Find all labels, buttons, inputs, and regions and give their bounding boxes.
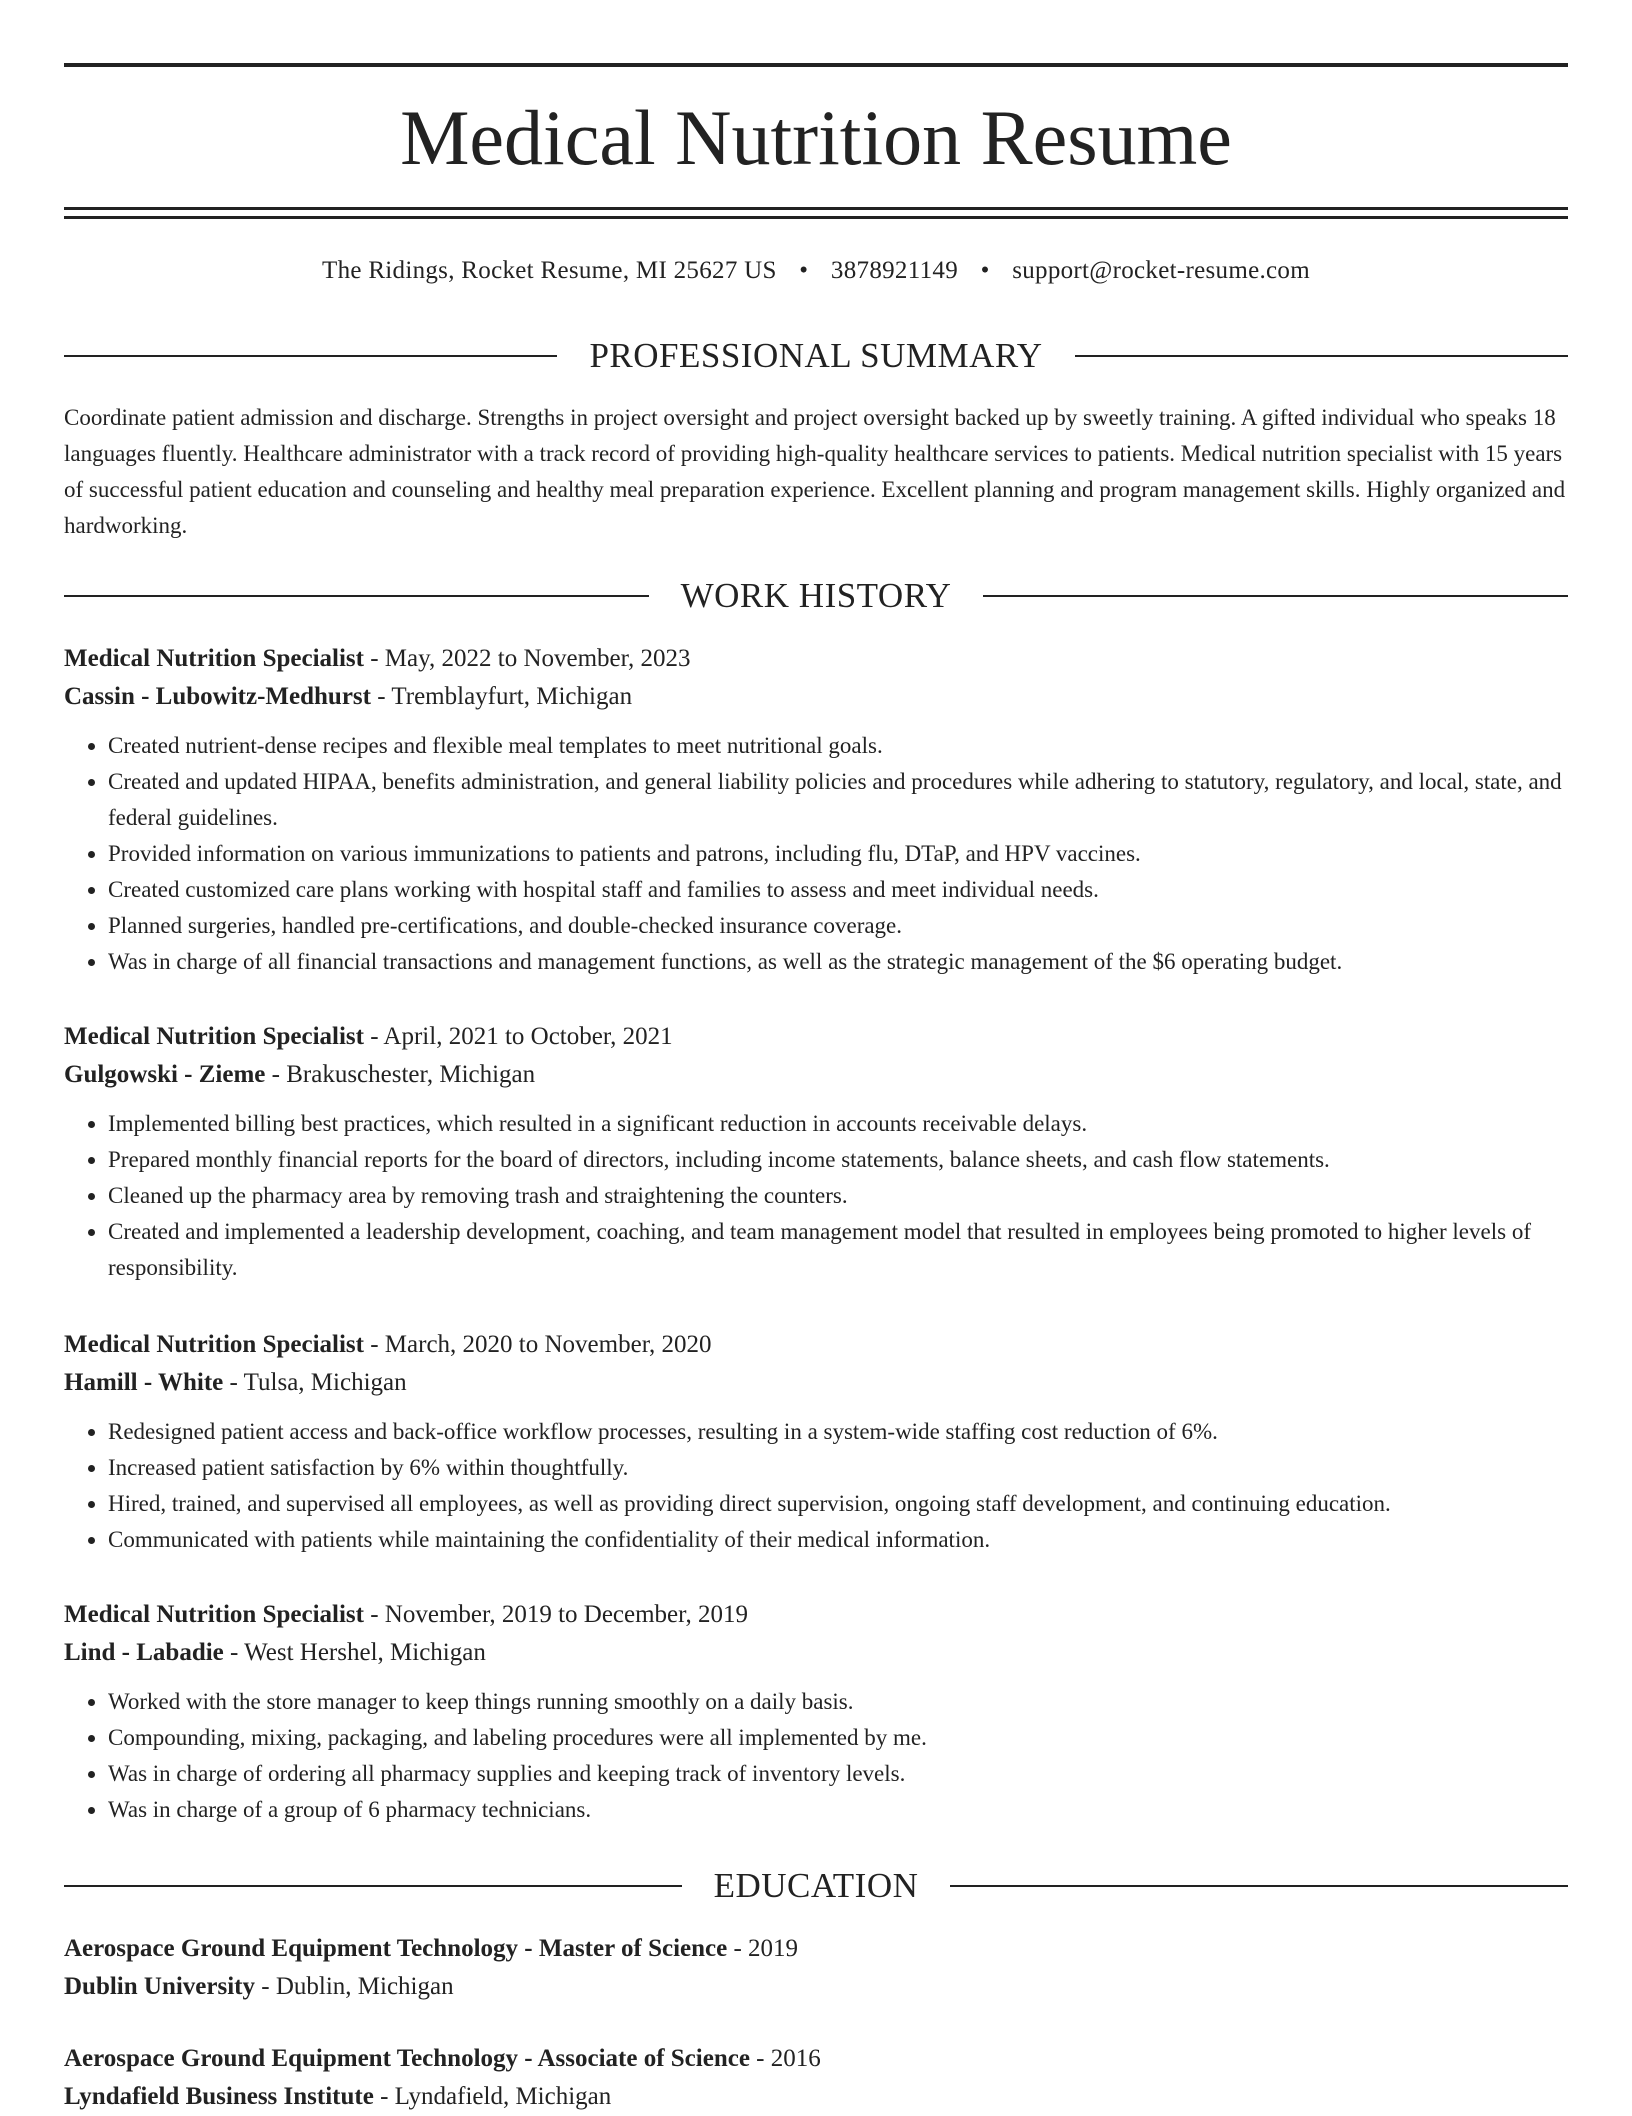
list-item: • Planned surgeries, handled pre-certifications, and double-checked insurance coverage.: [108, 908, 1568, 944]
job-dates: - April, 2021 to October, 2021: [363, 1023, 673, 1050]
job-dates: - March, 2020 to November, 2020: [363, 1331, 712, 1358]
education-school: Lyndafield Business Institute: [64, 2083, 374, 2110]
job-location: - Tulsa, Michigan: [223, 1369, 407, 1396]
job-title: Medical Nutrition Specialist: [64, 1331, 364, 1358]
contact-email: support@rocket-resume.com: [1012, 257, 1310, 284]
list-item: • Increased patient satisfaction by 6% within thoughtfully.: [108, 1450, 1568, 1486]
title-rule-lower: [64, 216, 1568, 219]
section-rule: [64, 1885, 682, 1887]
list-item: • Worked with the store manager to keep things running smoothly on a daily basis.: [108, 1684, 1568, 1720]
title-rule-upper: [64, 207, 1568, 210]
education-year: - 2019: [727, 1935, 799, 1962]
resume-title: Medical Nutrition Resume: [400, 94, 1232, 181]
contact-line: [0, 256, 1632, 286]
job-company: Hamill - White: [64, 1369, 224, 1396]
job-location: - West Hershel, Michigan: [223, 1639, 486, 1666]
contact-separator: •: [980, 257, 990, 284]
job-bullets: [64, 728, 1568, 980]
job-company: Cassin - Lubowitz-Medhurst: [64, 683, 371, 710]
list-item: • Cleaned up the pharmacy area by removing trash and straightening the counters.: [108, 1178, 1568, 1214]
list-item: • Created and implemented a leadership development, coaching, and team management model that resulted in employees being promoted to higher levels of responsibility.: [108, 1214, 1568, 1286]
list-item: • Implemented billing best practices, which resulted in a significant reduction in accounts receivable delays.: [108, 1106, 1568, 1142]
job-title: Medical Nutrition Specialist: [64, 1023, 364, 1050]
contact-separator: •: [799, 257, 809, 284]
job-entry: [64, 1326, 1568, 1558]
section-rule: [64, 355, 557, 357]
list-item: • Prepared monthly financial reports for the board of directors, including income statements, balance sheets, and cash flow statements.: [108, 1142, 1568, 1178]
job-location: - Brakuschester, Michigan: [265, 1061, 536, 1088]
education-year: - 2016: [749, 2045, 821, 2072]
list-item: • Provided information on various immunizations to patients and patrons, including flu, DTaP, and HPV vaccines.: [108, 836, 1568, 872]
contact-address: The Ridings, Rocket Resume, MI 25627 US: [322, 257, 777, 284]
list-item: • Created customized care plans working with hospital staff and families to assess and meet individual needs.: [108, 872, 1568, 908]
education-entry: [64, 1930, 1568, 2006]
education-entry: [64, 2040, 1568, 2116]
section-rule: [983, 595, 1568, 597]
list-item: • Hired, trained, and supervised all employees, as well as providing direct supervision, ongoing staff development, and continuing education.: [108, 1486, 1568, 1522]
job-company: Gulgowski - Zieme: [64, 1061, 266, 1088]
list-item: • Redesigned patient access and back-office workflow processes, resulting in a system-wide staffing cost reduction of 6%.: [108, 1414, 1568, 1450]
job-entry: [64, 640, 1568, 980]
job-location: - Tremblayfurt, Michigan: [370, 683, 633, 710]
section-rule: [64, 595, 649, 597]
job-entry: [64, 1596, 1568, 1828]
list-item: • Compounding, mixing, packaging, and labeling procedures were all implemented by me.: [108, 1720, 1568, 1756]
list-item: • Was in charge of all financial transactions and management functions, as well as the strategic management of the $6 operating budget.: [108, 944, 1568, 980]
contact-phone: 3878921149: [830, 257, 958, 284]
section-header-summary: [64, 334, 1568, 378]
job-bullets: [64, 1414, 1568, 1558]
job-bullets: [64, 1106, 1568, 1286]
section-title: PROFESSIONAL SUMMARY: [589, 336, 1043, 375]
job-dates: - May, 2022 to November, 2023: [363, 645, 691, 672]
list-item: • Was in charge of ordering all pharmacy supplies and keeping track of inventory levels.: [108, 1756, 1568, 1792]
section-header-work-history: [64, 574, 1568, 618]
education-degree: Aerospace Ground Equipment Technology - Associate of Science: [64, 2045, 750, 2072]
list-item: • Was in charge of a group of 6 pharmacy technicians.: [108, 1792, 1568, 1828]
section-rule: [1075, 355, 1568, 357]
education-school: Dublin University: [64, 1973, 256, 2000]
list-item: • Communicated with patients while maintaining the confidentiality of their medical information.: [108, 1522, 1568, 1558]
education-location: - Dublin, Michigan: [255, 1973, 454, 2000]
list-item: • Created and updated HIPAA, benefits administration, and general liability policies and procedures while adhering to statutory, regulatory, and local, state, and federal guidelines.: [108, 764, 1568, 836]
section-title: EDUCATION: [713, 1866, 919, 1905]
education-degree: Aerospace Ground Equipment Technology - Master of Science: [64, 1935, 728, 1962]
top-rule: [64, 63, 1568, 67]
summary-text: Coordinate patient admission and discharge. Strengths in project oversight and project oversight backed up by sweetly training. A gifted individual who speaks 18 languages fluently. Healthcare administrator with a track record of providing high-quality healthcare services to patients. Medical nutrition specialist with 15 years of successful patient education and counseling and healthy meal preparation experience. Excellent planning and program management skills. Highly organized and hardworking.: [64, 405, 1566, 538]
job-title: Medical Nutrition Specialist: [64, 1601, 364, 1628]
job-title: Medical Nutrition Specialist: [64, 645, 364, 672]
list-item: • Created nutrient-dense recipes and flexible meal templates to meet nutritional goals.: [108, 728, 1568, 764]
education-location: - Lyndafield, Michigan: [373, 2083, 612, 2110]
job-entry: [64, 1018, 1568, 1286]
job-bullets: [64, 1684, 1568, 1828]
section-header-education: [64, 1864, 1568, 1908]
section-rule: [950, 1885, 1568, 1887]
job-company: Lind - Labadie: [64, 1639, 224, 1666]
section-title: WORK HISTORY: [680, 576, 952, 615]
job-dates: - November, 2019 to December, 2019: [363, 1601, 748, 1628]
